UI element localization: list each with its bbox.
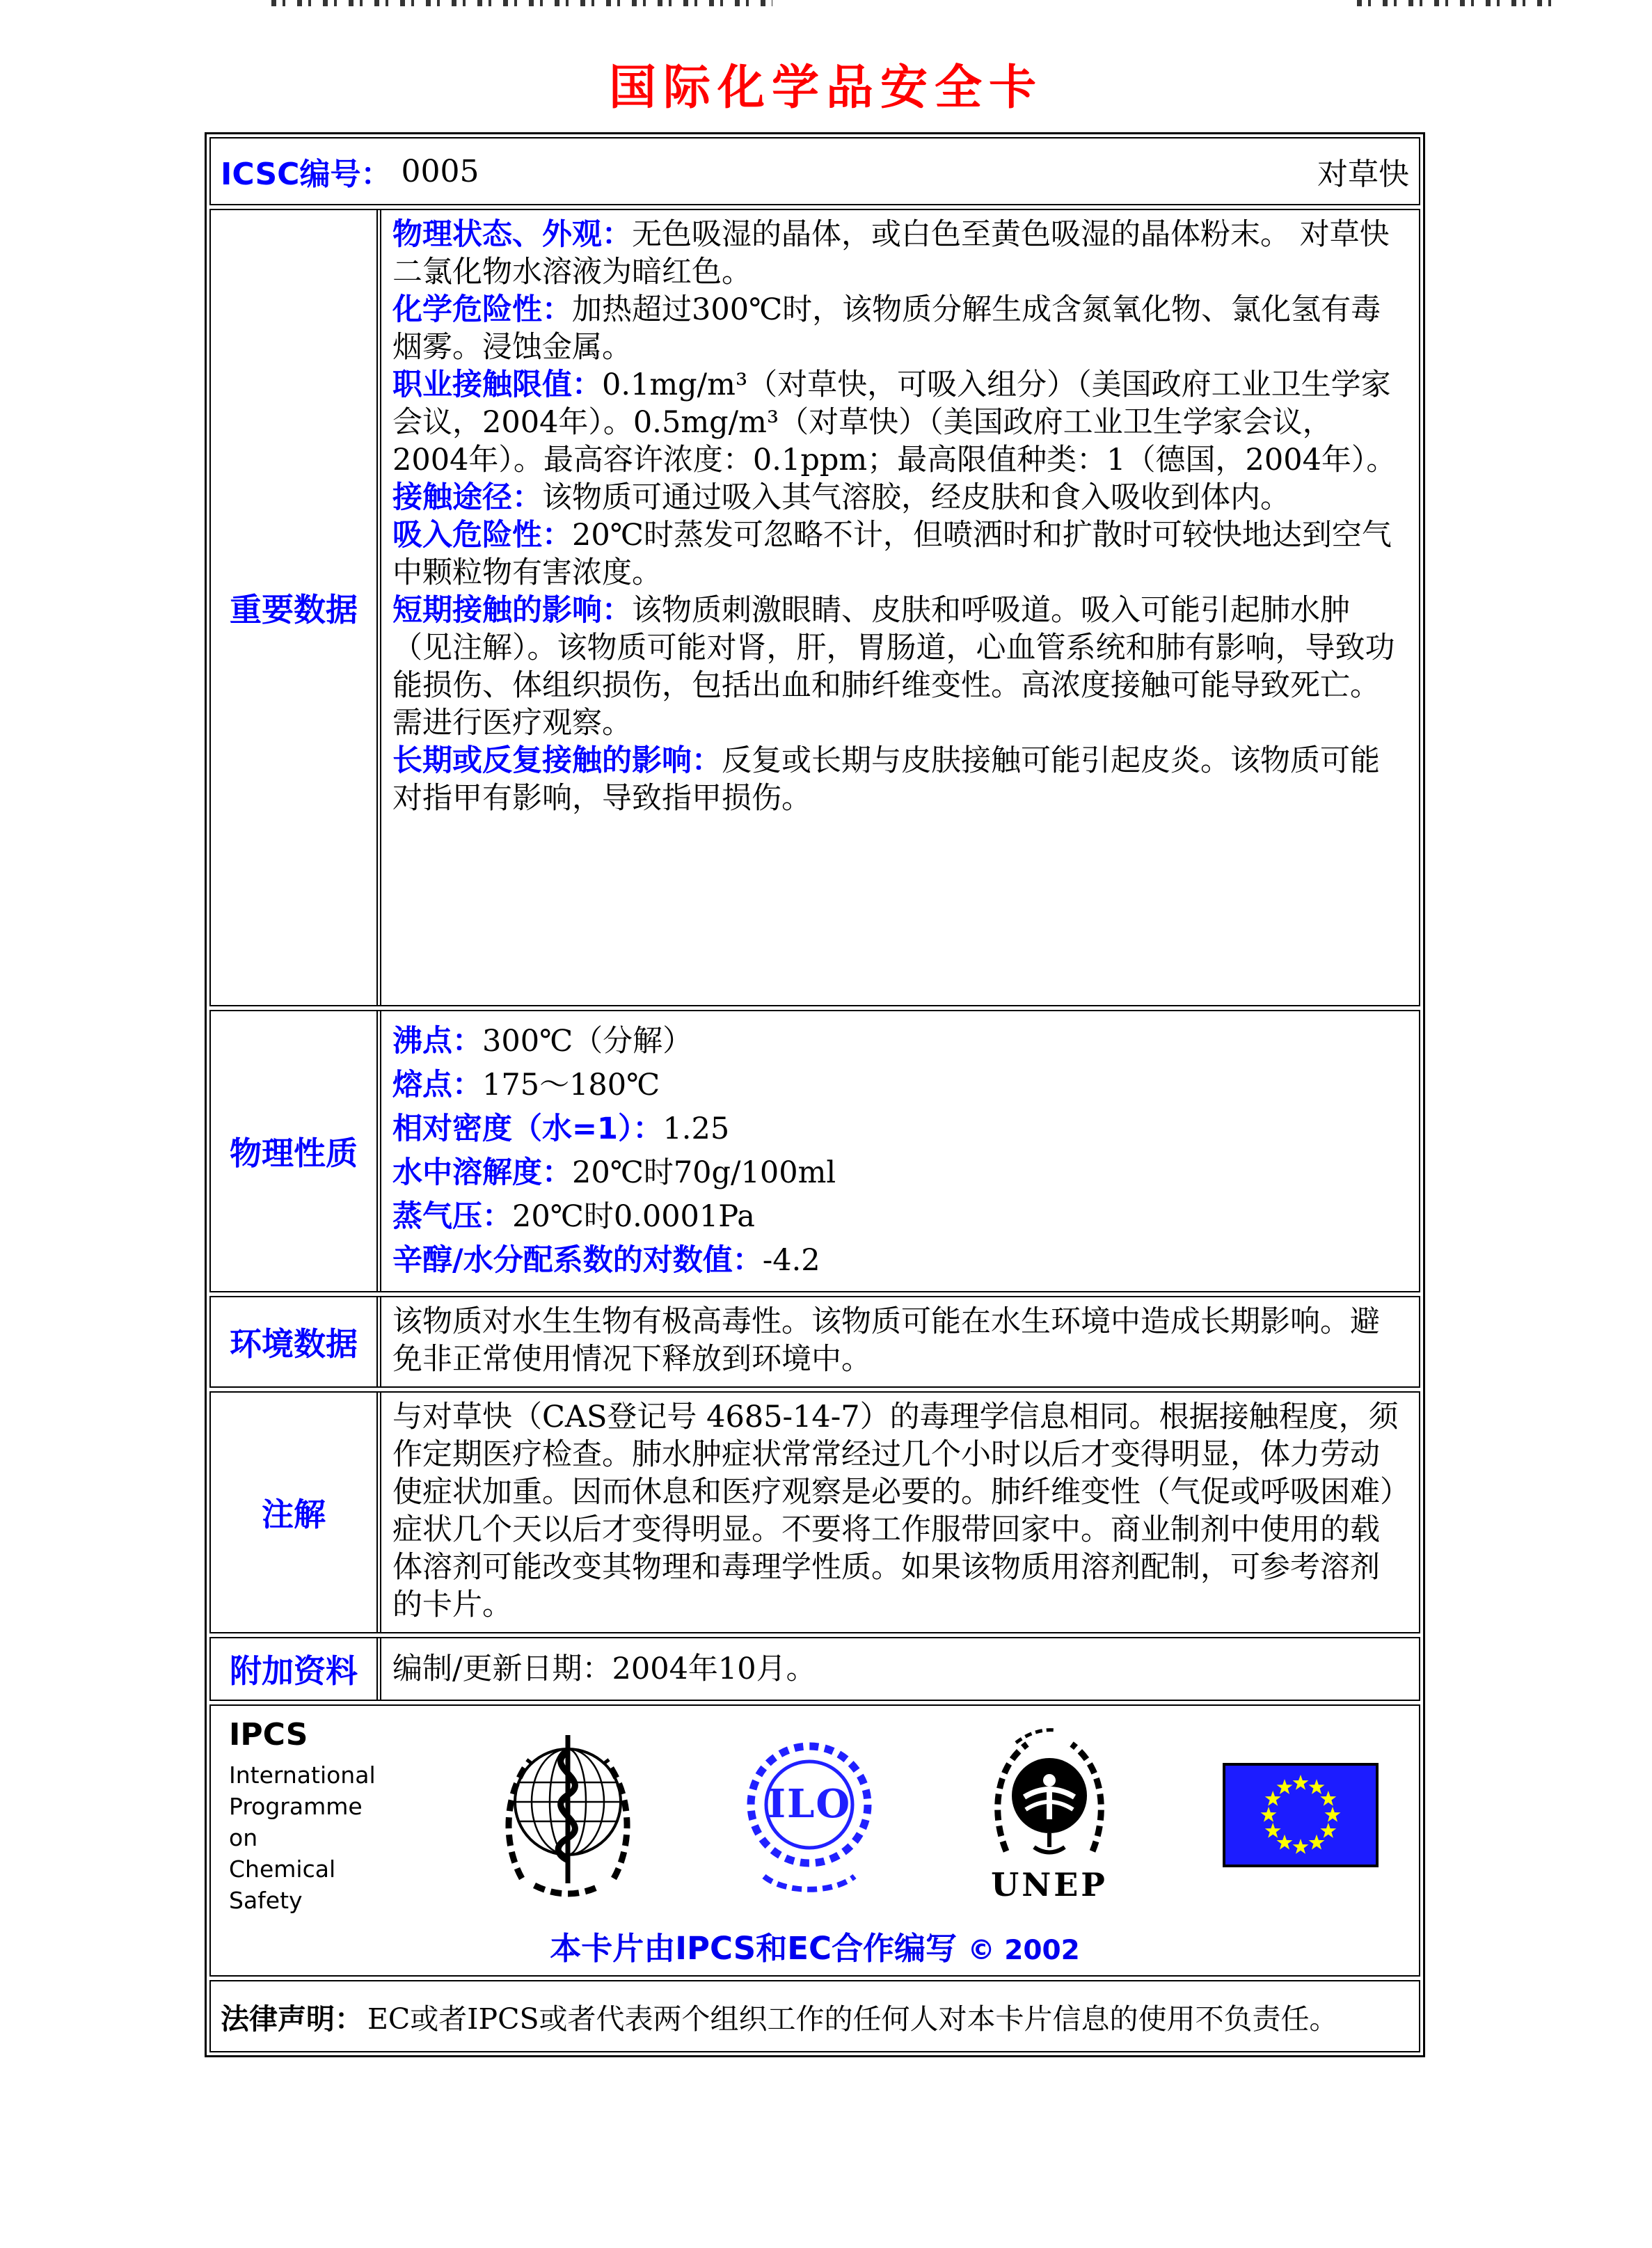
page-title: 国际化学品安全卡 <box>608 60 1043 116</box>
paragraph-physical-state <box>392 216 1408 291</box>
paragraph-chemical-danger <box>392 291 1408 366</box>
paragraph-short-term-effects <box>392 592 1408 742</box>
additional-info-text: 2004年10月。 <box>612 1652 816 1686</box>
paragraph-text: 该物质可通过吸入其气溶胶，经皮肤和食入吸收到体内。 <box>542 480 1290 515</box>
legal-text: EC或者IPCS或者代表两个组织工作的任何人对本卡片信息的使用不负责任。 <box>367 2002 1338 2036</box>
icsc-number-group <box>221 149 479 193</box>
additional-info-content <box>380 1638 1419 1700</box>
eu-flag-icon <box>1223 1763 1379 1870</box>
property-vapor-pressure <box>392 1195 1408 1239</box>
ipcs-line-2: Programme on <box>229 1793 363 1851</box>
paragraph-long-term-effects <box>392 742 1408 817</box>
paragraph-label: 短期接触的影响： <box>392 593 632 628</box>
environmental-data-row <box>209 1296 1420 1388</box>
additional-info-label: 编制/更新日期： <box>392 1652 612 1686</box>
row-label-environmental-data: 环境数据 <box>211 1297 378 1386</box>
copyright-text: 本卡片由IPCS和EC合作编写 <box>550 1930 957 1967</box>
clipped-text-fragment-right <box>1357 0 1552 6</box>
property-melting-point <box>392 1063 1408 1107</box>
ipcs-acronym: IPCS <box>229 1717 308 1752</box>
property-boiling-point <box>392 1020 1408 1063</box>
who-logo-icon <box>497 1727 640 1907</box>
paragraph-text: 加热超过300℃时，该物质分解生成含氮氧化物、氯化氢有毒烟雾。浸蚀金属。 <box>392 292 1381 365</box>
paragraph-text: 0.1mg/m³（对草快，可吸入组分）（美国政府工业卫生学家会议，2004年）。0.5mg/m³（对草快）（美国政府工业卫生学家会议，2004年）。最高容许浓度：0.1ppm；最高限值种类：1（德国，2004年）。 <box>392 367 1397 477</box>
notes-content: 与对草快（CAS登记号 4685-14-7）的毒理学信息相同。根据接触程度，须作定期医疗检查。肺水肿症状常常经过几个小时以后才变得明显，体力劳动使症状加重。因而休息和医疗观察是必要的。肺纤维变性（气促或呼吸困难）症状几个天以后才变得明显。不要将工作服带回家中。商业制剂中使用的载体溶剂可能改变其物理和毒理学性质。如果该物质用溶剂配制，可参考溶剂的卡片。 <box>380 1393 1419 1632</box>
safety-card <box>205 132 1425 2057</box>
legal-label: 法律声明： <box>221 2002 363 2036</box>
copyright-line <box>223 1923 1406 1968</box>
property-octanol-water <box>392 1239 1408 1283</box>
paragraph-inhalation-risk <box>392 516 1408 592</box>
important-data-content <box>380 210 1419 1005</box>
property-label: 相对密度（水=1）： <box>392 1111 663 1146</box>
ipcs-line-1: International <box>229 1762 376 1789</box>
property-value: 20℃时0.0001Pa <box>512 1199 755 1234</box>
property-label: 蒸气压： <box>392 1199 512 1234</box>
property-value: 175～180℃ <box>482 1068 660 1102</box>
copyright-year: © 2002 <box>967 1935 1080 1966</box>
property-label: 水中溶解度： <box>392 1155 572 1190</box>
paragraph-text: 无色吸湿的晶体，或白色至黄色吸湿的晶体粉末。 对草快二氯化物水溶液为暗红色。 <box>392 217 1390 290</box>
paragraph-label: 接触途径： <box>392 480 542 515</box>
paragraph-occupational-limits <box>392 366 1408 479</box>
property-value: -4.2 <box>762 1243 820 1278</box>
property-label: 熔点： <box>392 1068 482 1102</box>
paragraph-text: 20℃时蒸发可忽略不计，但喷洒时和扩散时可较快地达到空气中颗粒物有害浓度。 <box>392 518 1392 590</box>
row-label-notes: 注解 <box>211 1393 378 1632</box>
important-data-row <box>209 209 1420 1006</box>
paragraph-exposure-routes <box>392 479 1408 516</box>
property-value: 20℃时70g/100ml <box>572 1155 836 1190</box>
notes-row <box>209 1391 1420 1633</box>
property-relative-density <box>392 1107 1408 1151</box>
unep-logo-icon <box>980 1725 1119 1908</box>
environmental-data-content: 该物质对水生生物有极高毒性。该物质可能在水生环境中造成长期影响。避免非正常使用情况下释放到环境中。 <box>380 1297 1419 1386</box>
physical-properties-row <box>209 1010 1420 1292</box>
legal-row <box>209 1980 1420 2052</box>
property-value: 300℃（分解） <box>482 1024 693 1059</box>
property-label: 沸点： <box>392 1024 482 1059</box>
paragraph-label: 职业接触限值： <box>392 367 602 402</box>
property-label: 辛醇/水分配系数的对数值： <box>392 1243 763 1278</box>
clipped-text-fragment-left <box>271 0 772 6</box>
ipcs-line-3: Chemical Safety <box>229 1855 336 1914</box>
paragraph-label: 长期或反复接触的影响： <box>392 743 722 778</box>
chemical-name: 对草快 <box>1317 157 1409 192</box>
footer-row <box>209 1704 1420 1977</box>
additional-info-row <box>209 1637 1420 1701</box>
property-water-solubility <box>392 1151 1408 1195</box>
paragraph-label: 吸入危险性： <box>392 518 572 553</box>
icsc-number-value: 0005 <box>401 153 479 189</box>
header-row <box>209 137 1420 205</box>
property-value: 1.25 <box>662 1111 730 1146</box>
ilo-logo-icon <box>743 1727 875 1907</box>
physical-properties-content <box>380 1011 1419 1291</box>
unep-logo-text: UNEP <box>990 1866 1108 1903</box>
paragraph-label: 化学危险性： <box>392 292 572 327</box>
paragraph-text: 反复或长期与皮肤接触可能引起皮炎。该物质可能对指甲有影响，导致指甲损伤。 <box>392 743 1380 816</box>
row-label-important-data: 重要数据 <box>211 210 378 1005</box>
logo-strip <box>223 1714 1406 1916</box>
icsc-number-label: ICSC编号： <box>221 157 392 192</box>
row-label-additional-info: 附加资料 <box>211 1638 378 1700</box>
paragraph-text: 该物质刺激眼睛、皮肤和呼吸道。吸入可能引起肺水肿（见注解）。该物质可能对肾，肝，胃肠道，心血管系统和肺有影响，导致功能损伤、体组织损伤，包括出血和肺纤维变性。高浓度接触可能导致死亡。需进行医疗观察。 <box>392 593 1395 741</box>
paragraph-label: 物理状态、外观： <box>392 217 632 252</box>
ilo-logo-text: ILO <box>767 1780 852 1827</box>
ipcs-text-block <box>229 1717 392 1916</box>
row-label-physical-properties: 物理性质 <box>211 1011 378 1291</box>
